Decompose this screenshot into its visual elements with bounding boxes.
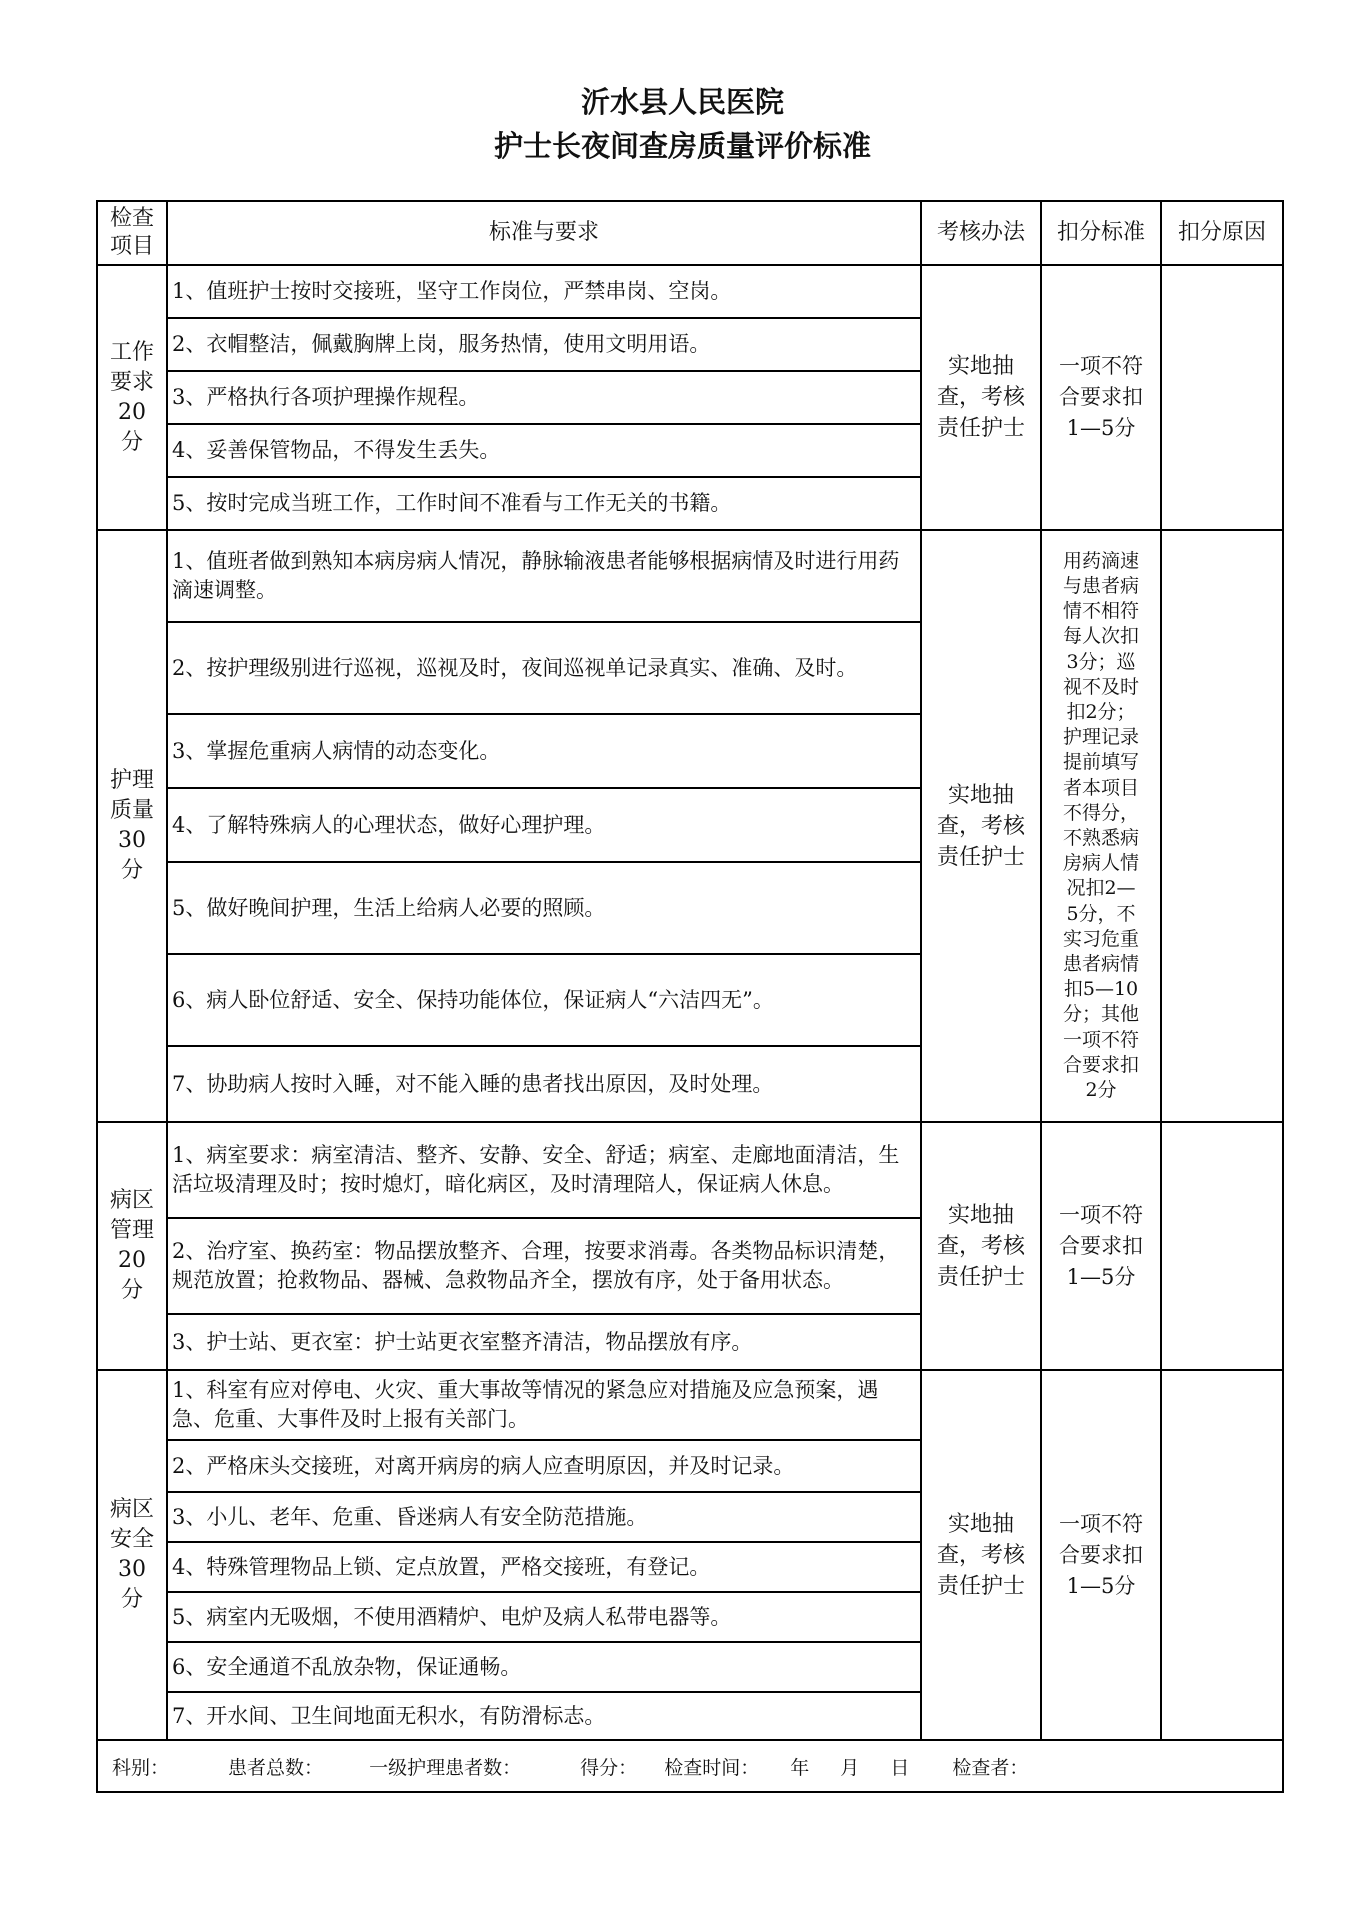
table-row <box>97 265 1283 318</box>
requirement-item: 4、特殊管理物品上锁、定点放置，严格交接班，有登记。 <box>167 1542 921 1592</box>
reason-cell <box>1161 265 1283 530</box>
requirement-item: 2、治疗室、换药室：物品摆放整齐、合理，按要求消毒。各类物品标识清楚，规范放置；抢救物品、器械、急救物品齐全，摆放有序，处于备用状态。 <box>167 1218 921 1314</box>
form-title: 护士长夜间查房质量评价标准 <box>493 129 871 163</box>
deduction-cell: 用药滴速与患者病情不相符每人次扣3分；巡视不及时扣2分；护理记录提前填写者本项目不得分，不熟悉病房病人情况扣2—5分，不实习危重患者病情扣5—10分；其他一项不符合要求扣2分 <box>1041 530 1161 1122</box>
requirement-item: 4、妥善保管物品，不得发生丢失。 <box>167 424 921 477</box>
reason-cell <box>1161 530 1283 1122</box>
header-deduction: 扣分标准 <box>1041 201 1161 265</box>
table-row <box>97 1370 1283 1440</box>
requirement-item: 1、值班者做到熟知本病房病人情况，静脉输液患者能够根据病情及时进行用药滴速调整。 <box>167 530 921 622</box>
method-cell: 实地抽查，考核责任护士 <box>921 265 1041 530</box>
header-reason: 扣分原因 <box>1161 201 1283 265</box>
reason-cell <box>1161 1122 1283 1370</box>
requirement-item: 4、了解特殊病人的心理状态，做好心理护理。 <box>167 788 921 862</box>
requirement-item: 2、按护理级别进行巡视，巡视及时，夜间巡视单记录真实、准确、及时。 <box>167 622 921 714</box>
requirement-item: 3、掌握危重病人病情的动态变化。 <box>167 714 921 788</box>
evaluation-table <box>96 200 1284 1793</box>
footer-row <box>97 1740 1283 1792</box>
requirement-item: 5、按时完成当班工作，工作时间不准看与工作无关的书籍。 <box>167 477 921 530</box>
method-cell: 实地抽查，考核责任护士 <box>921 1370 1041 1740</box>
check-time-label: 检查时间： <box>664 1756 760 1779</box>
deduction-cell: 一项不符合要求扣1—5分 <box>1041 265 1161 530</box>
hospital-name: 沂水县人民医院 <box>580 85 784 119</box>
method-cell: 实地抽查，考核责任护士 <box>921 530 1041 1122</box>
header-method: 考核办法 <box>921 201 1041 265</box>
table-row <box>97 1122 1283 1218</box>
requirement-item: 1、值班护士按时交接班，坚守工作岗位，严禁串岗、空岗。 <box>167 265 921 318</box>
requirement-item: 1、科室有应对停电、火灾、重大事故等情况的紧急应对措施及应急预案，遇急、危重、大事件及时上报有关部门。 <box>167 1370 921 1440</box>
dept-label: 科别： <box>112 1756 170 1779</box>
requirement-item: 3、小儿、老年、危重、昏迷病人有安全防范措施。 <box>167 1492 921 1542</box>
requirement-item: 2、严格床头交接班，对离开病房的病人应查明原因，并及时记录。 <box>167 1440 921 1492</box>
requirement-item: 3、严格执行各项护理操作规程。 <box>167 371 921 424</box>
requirement-item: 2、衣帽整洁，佩戴胸牌上岗，服务热情，使用文明用语。 <box>167 318 921 371</box>
header-standard: 标准与要求 <box>167 201 921 265</box>
requirement-item: 3、护士站、更衣室：护士站更衣室整齐清洁，物品摆放有序。 <box>167 1314 921 1370</box>
category-nursing-quality: 护理质量30分 <box>97 530 167 1122</box>
requirement-item: 5、病室内无吸烟，不使用酒精炉、电炉及病人私带电器等。 <box>167 1592 921 1642</box>
month-label: 月 <box>840 1756 860 1779</box>
header-row <box>97 201 1283 265</box>
requirement-item: 1、病室要求：病室清洁、整齐、安静、安全、舒适；病室、走廊地面清洁，生活垃圾清理及时；按时熄灯，暗化病区，及时清理陪人，保证病人休息。 <box>167 1122 921 1218</box>
requirement-item: 6、病人卧位舒适、安全、保持功能体位，保证病人“六洁四无”。 <box>167 954 921 1046</box>
inspector-label: 检查者： <box>952 1756 1029 1779</box>
reason-cell <box>1161 1370 1283 1740</box>
requirement-item: 6、安全通道不乱放杂物，保证通畅。 <box>167 1642 921 1692</box>
year-label: 年 <box>790 1756 810 1779</box>
header-item: 检查项目 <box>97 201 167 265</box>
category-work: 工作要求20分 <box>97 265 167 530</box>
requirement-item: 7、开水间、卫生间地面无积水，有防滑标志。 <box>167 1692 921 1740</box>
method-cell: 实地抽查，考核责任护士 <box>921 1122 1041 1370</box>
level1-patients-label: 一级护理患者数： <box>369 1756 522 1779</box>
table-row <box>97 530 1283 622</box>
score-label: 得分： <box>580 1756 638 1779</box>
total-patients-label: 患者总数： <box>228 1756 324 1779</box>
category-ward-safety: 病区安全30分 <box>97 1370 167 1740</box>
deduction-cell: 一项不符合要求扣1—5分 <box>1041 1370 1161 1740</box>
requirement-item: 7、协助病人按时入睡，对不能入睡的患者找出原因，及时处理。 <box>167 1046 921 1122</box>
deduction-cell: 一项不符合要求扣1—5分 <box>1041 1122 1161 1370</box>
day-label: 日 <box>890 1756 910 1779</box>
category-ward-management: 病区管理20分 <box>97 1122 167 1370</box>
requirement-item: 5、做好晚间护理，生活上给病人必要的照顾。 <box>167 862 921 954</box>
